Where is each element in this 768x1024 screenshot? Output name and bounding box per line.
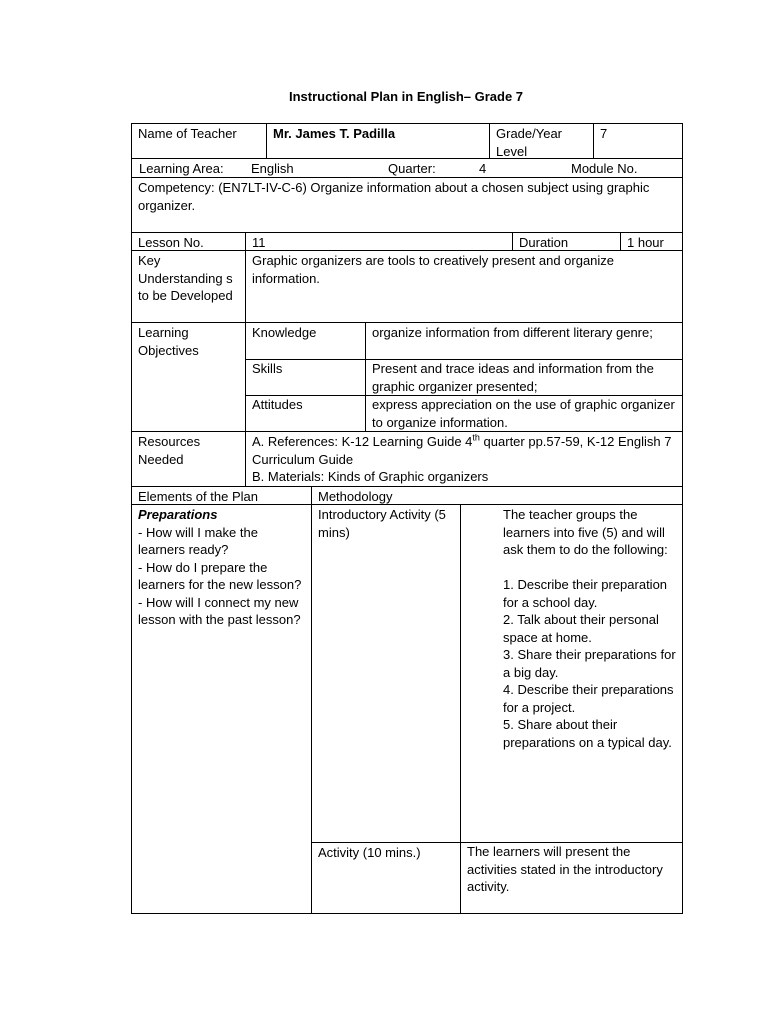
plan-body-row bbox=[132, 505, 682, 913]
introductory-step: 4. Describe their preparations for a project. bbox=[503, 682, 674, 715]
resources-value bbox=[245, 432, 682, 486]
objective-attitudes-value: express appreciation on the use of graphic organizer to organize information. bbox=[365, 395, 682, 431]
plan-header-row bbox=[132, 487, 682, 505]
module-label: Module No. bbox=[571, 161, 638, 176]
activity-description: The learners will present the activities stated in the introductory activity. bbox=[460, 842, 682, 913]
objectives-label: Learning Objectives bbox=[138, 325, 199, 358]
introductory-step: 3. Share their preparations for a big day. bbox=[503, 647, 676, 680]
learning-area-row bbox=[132, 159, 682, 178]
introductory-label: Introductory Activity (5 mins) bbox=[318, 507, 446, 540]
lesson-label: Lesson No. bbox=[138, 235, 204, 250]
activity-label: Activity (10 mins.) bbox=[318, 845, 421, 860]
teacher-row bbox=[132, 124, 682, 159]
objective-knowledge-label: Knowledge bbox=[252, 325, 317, 340]
objectives-row bbox=[132, 323, 682, 432]
objective-knowledge-value: organize information from different literary genre; bbox=[365, 323, 682, 359]
preparations-question: - How do I prepare the learners for the new lesson? bbox=[138, 559, 302, 592]
key-understanding-value: Graphic organizers are tools to creatively present and organize information. bbox=[245, 251, 682, 322]
duration-value: 1 hour bbox=[620, 233, 682, 250]
page-title: Instructional Plan in English– Grade 7 bbox=[288, 89, 524, 104]
key-understanding-label: Key Understanding s to be Developed bbox=[138, 253, 233, 303]
objective-skills-label: Skills bbox=[252, 361, 283, 376]
introductory-step: 5. Share about their preparations on a typical day. bbox=[503, 717, 672, 750]
methodology-header: Methodology bbox=[311, 487, 682, 504]
grade-label: Grade/Year Level bbox=[489, 124, 593, 158]
resources-label: Resources Needed bbox=[138, 434, 201, 467]
lesson-plan-table bbox=[131, 123, 683, 914]
teacher-value: Mr. James T. Padilla bbox=[266, 124, 489, 158]
teacher-label: Name of Teacher bbox=[138, 126, 237, 141]
lesson-value: 11 bbox=[245, 233, 512, 250]
quarter-value: 4 bbox=[479, 161, 487, 176]
introductory-step: 2. Talk about their personal space at home. bbox=[503, 612, 659, 645]
learning-area-label: Learning Area: bbox=[139, 161, 224, 176]
key-understanding-row bbox=[132, 251, 682, 323]
resources-references: A. References: K-12 Learning Guide 4th quarter pp.57-59, K-12 English 7 Curriculum Guide bbox=[252, 432, 672, 467]
objective-skills-value: Present and trace ideas and information from the graphic organizer presented; bbox=[365, 359, 682, 395]
methodology-cell bbox=[311, 505, 682, 913]
objectives-grid bbox=[245, 323, 682, 431]
preparations-heading: Preparations bbox=[138, 507, 218, 522]
preparations-cell bbox=[132, 505, 311, 913]
competency-text: Competency: (EN7LT-IV-C-6) Organize information about a chosen subject using graphic organizer. bbox=[138, 180, 650, 213]
competency-row bbox=[132, 178, 682, 233]
objective-attitudes-label: Attitudes bbox=[252, 397, 303, 412]
introductory-intro: The teacher groups the learners into five (5) and will ask them to do the following: bbox=[503, 507, 668, 557]
preparations-question: - How will I connect my new lesson with the past lesson? bbox=[138, 594, 301, 627]
learning-area-value: English bbox=[251, 161, 294, 176]
quarter-label: Quarter: bbox=[388, 161, 436, 176]
elements-header: Elements of the Plan bbox=[138, 489, 258, 504]
lesson-row bbox=[132, 233, 682, 251]
introductory-description bbox=[460, 505, 682, 842]
introductory-step: 1. Describe their preparation for a school day. bbox=[503, 577, 668, 610]
duration-label: Duration bbox=[512, 233, 620, 250]
preparations-question: - How will I make the learners ready? bbox=[138, 524, 258, 557]
grade-value: 7 bbox=[593, 124, 682, 158]
resources-row bbox=[132, 432, 682, 487]
resources-materials: B. Materials: Kinds of Graphic organizers bbox=[252, 469, 489, 484]
